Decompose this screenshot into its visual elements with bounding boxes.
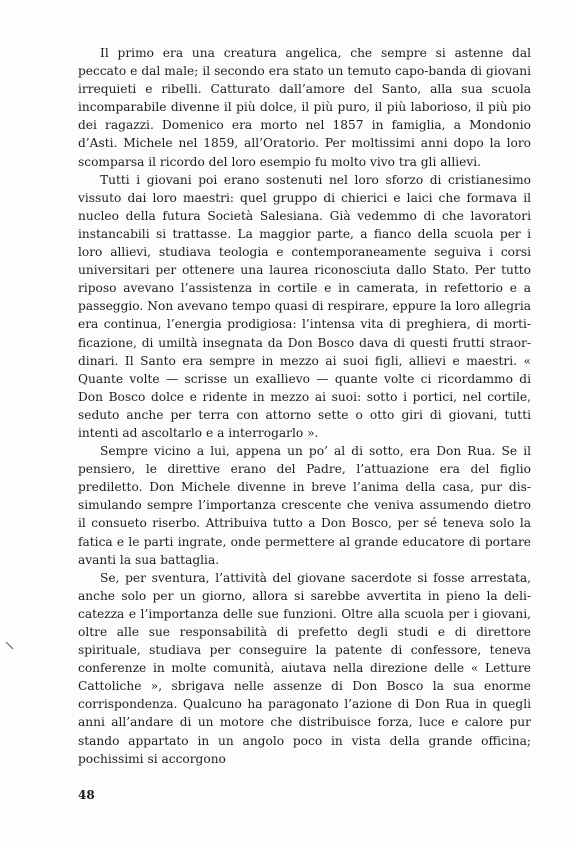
page-number: 48 [78,788,95,802]
paragraph-1: Il primo era una creatura angelica, che sempre si astenne dal peccato e dal male; il secondo era stato un temuto capo-banda di giovani irrequieti e ribelli. Catturato dall’amore del Santo, alla sua scuola incomparabile divenne il più dolce, il più puro, il più laborioso, il più pio dei ragazzi. Domenico era morto nel 1857 in famiglia, a Mondonio d’Asti. Michele nel 1859, all’Oratorio. Per moltissimi anni dopo la loro scomparsa il ricordo del loro esempio fu molto vivo tra gli allievi. [78,46,531,169]
paragraph-3: Sempre vicino a lui, appena un po’ al di sotto, era Don Rua. Se il pensiero, le direttive erano del Padre, l’attuazione era del figlio prediletto. Don Michele divenne in breve l’anima della casa, pur dissimulando sempre l’importanza crescente che veniva assumendo dietro il consueto riserbo. Attribuiva tutto a Don Bosco, per sé teneva solo la fatica e le parti ingrate, onde permettere al grande educatore di portare avanti la sua battaglia. [78,444,531,567]
body-text [78,44,531,768]
margin-pencil-mark [4,640,16,652]
paragraph-4: Se, per sventura, l’attività del giovane sacerdote si fosse arrestata, anche solo per un giorno, allora si sarebbe avvertita in pieno la delicatezza e l’importanza delle sue funzioni. Oltre alla scuola per i giovani, oltre alle sue responsabilità di prefetto degli studi e di direttore spirituale, studiava per conseguire la patente di confessore, teneva conferenze in molte comunità, aiutava nella direzione delle « Letture Cattoliche », sbrigava nelle assenze di Don Bosco la sua enorme corrispondenza. Qualcuno ha paragonato l’azione di Don Rua in quegli anni all’andare di un motore che distribuisce forza, luce e calore pur stando appartato in un angolo poco in vista della grande officina; pochissimi si accorgono [78,570,531,766]
paragraph-2: Tutti i giovani poi erano sostenuti nel loro sforzo di cristianesimo vissuto dai loro maestri: quel gruppo di chierici e laici che formava il nucleo della futura Società Salesiana. Già vedemmo di che lavoratori instancabili si trattasse. La maggior parte, a fianco della scuola per i loro allievi, studiava teologia e contemporaneamente seguiva i corsi universitari per ottenere una laurea riconosciuta dallo Stato. Per tutto riposo avevano l’assistenza in cortile e in camerata, in refettorio e a passeggio. Non avevano tempo quasi di respirare, eppure la loro allegria era continua, l’energia prodigiosa: l’intensa vita di preghiera, di mortificazione, di umiltà insegnata da Don Bosco dava di questi frutti straordinari. Il Santo era sempre in mezzo ai suoi figli, allievi e maestri. « Quante volte — scrisse un exallievo — quante volte ci ricordammo di Don Bosco dolce e ridente in mezzo ai suoi: sotto i portici, nel cortile, seduto anche per terra con attorno sette o otto giri di giovani, tutti intenti ad ascoltarlo e a interrogarlo ». [78,172,531,440]
